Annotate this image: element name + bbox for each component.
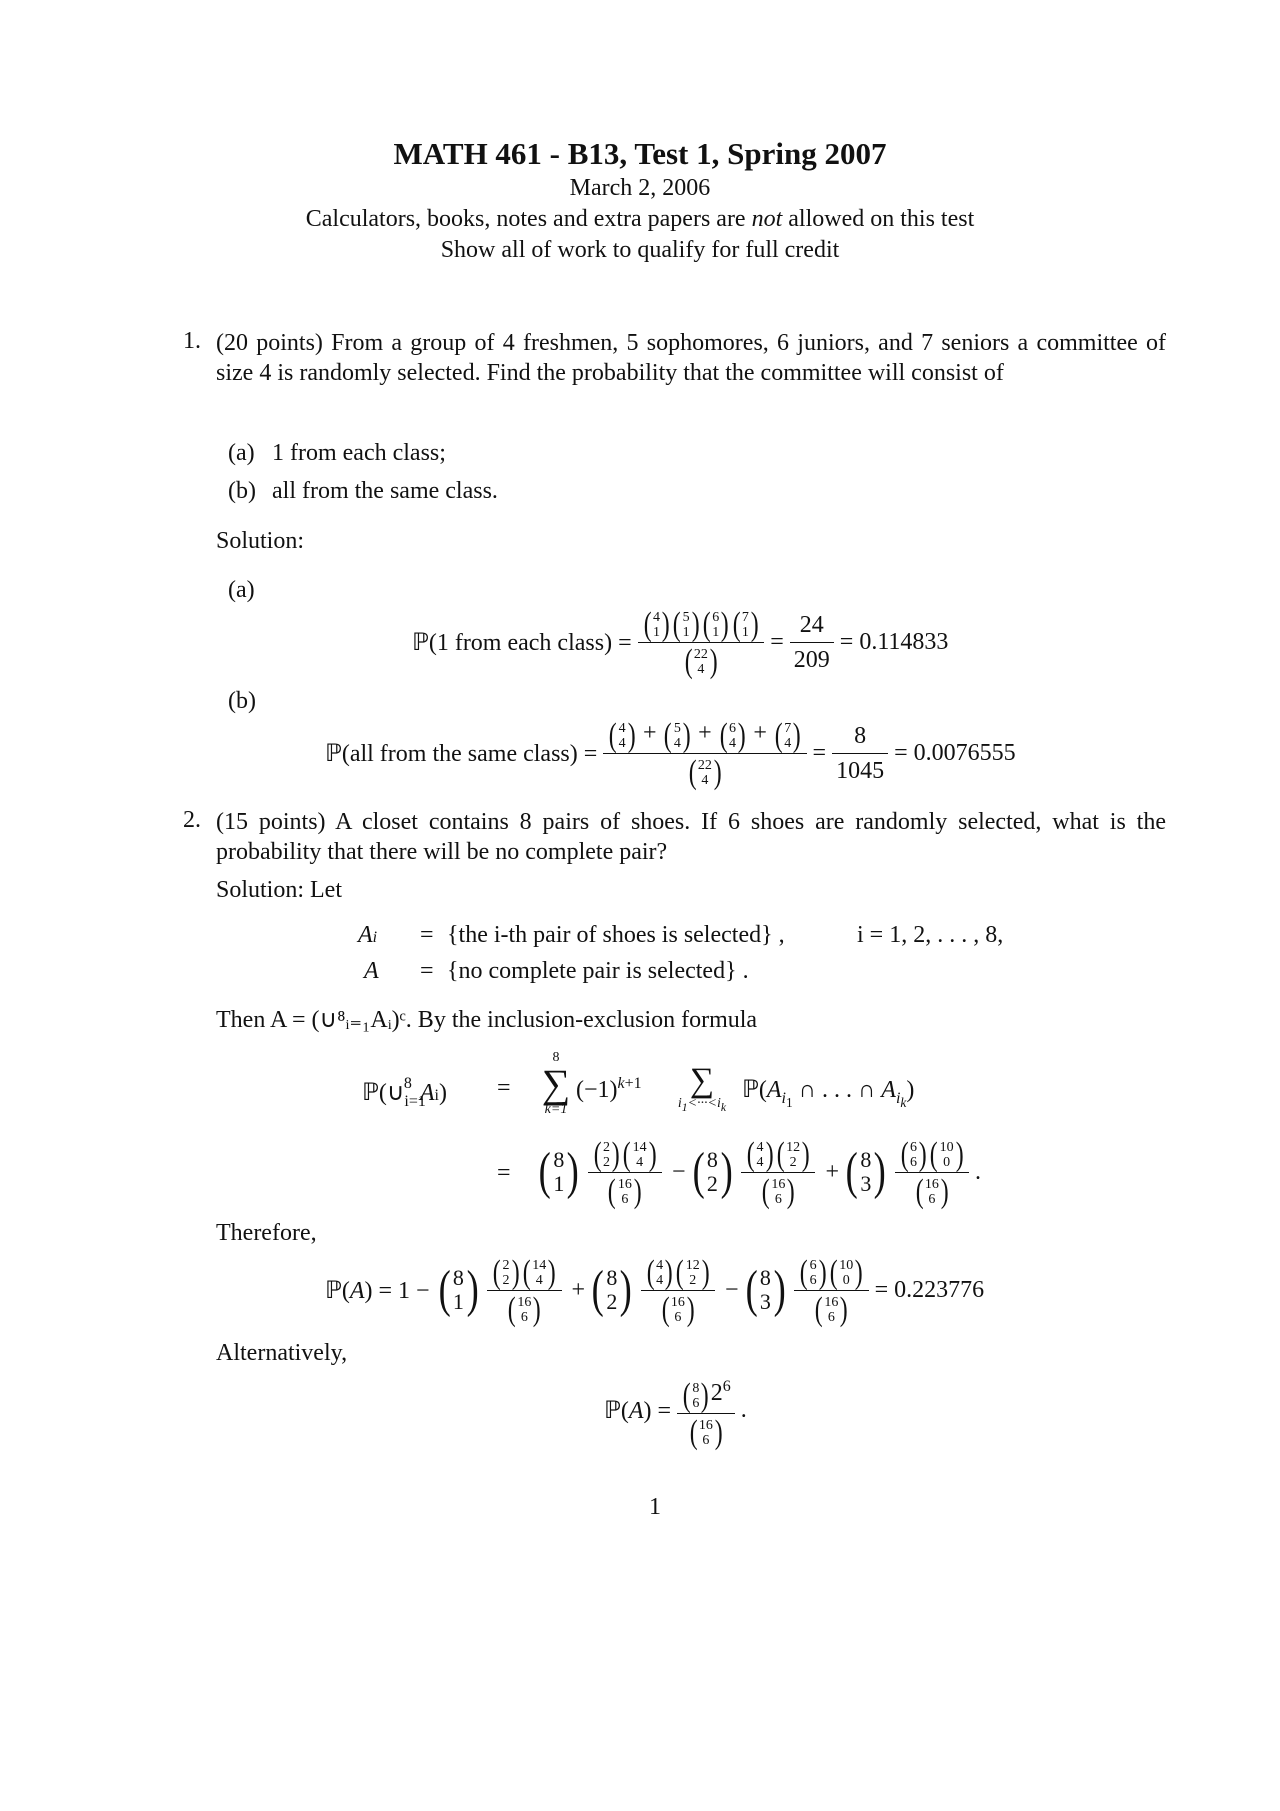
problem-1-part-a-text: 1 from each class; (272, 440, 446, 466)
solution-a-binomial-fraction: ( 4 1)( 5 1)( 6 1)( 7 1) ( 22 4 ) (638, 605, 765, 678)
problem-2-solution-label: Solution: Let (216, 877, 342, 903)
solution-b-equation: ℙ(all from the same class) = ( 4 4) + ( 5 4) + ( 6 4) + ( 7 4) ( 22 4 ) = $\frac{8}{1045}$ = 0.0076555 (325, 716, 1016, 791)
rules-text-pre: Calculators, books, notes and extra papers are (305, 206, 752, 232)
then-statement: Then A = (∪⁸ᵢ₌₁Aᵢ)ᶜ. By the inclusion-exclusion formula (216, 1007, 758, 1033)
definition-1: Ai (358, 922, 378, 948)
definition-1-set: {the i-th pair of shoes is selected} , (447, 922, 785, 948)
alternative-equation: ℙ(A) = ( 8 $6)2^6$ ( 16 6 ) . (604, 1365, 747, 1455)
page-number: 1 (649, 1494, 661, 1520)
problem-1-part-b-label: (b) (228, 478, 256, 504)
solution-b-label: (b) (228, 688, 256, 714)
rules-text-emphasis: not (751, 206, 783, 232)
exam-rules (0, 206, 1280, 233)
solution-a-fraction: $\frac{24}{209}$ (790, 608, 834, 677)
exam-title: MATH 461 - B13, Test 1, Spring 2007 (393, 136, 887, 171)
inclusion-exclusion-equals-2: = (497, 1160, 511, 1186)
therefore-result: = 0.223776 (874, 1276, 985, 1303)
therefore-equation: ℙ(A) = 1 − ( 8 1) ( 2 2)( 14 4 ) ( 16 6 ) + ( 8 2) ( 4 4)( 12 2 ) ( 16 6 ) − ( 8 3) ( 6 6)( 10 0 ) ( 16 6 ) = 0.223776 (325, 1253, 985, 1328)
problem-2-number: 2. (183, 807, 201, 833)
solution-b-result: = 0.0076555 (894, 739, 1016, 766)
alternatively-label: Alternatively, (216, 1340, 348, 1366)
definition-1-range: i = 1, 2, . . . , 8, (857, 922, 1004, 948)
problem-1-part-a-label: (a) (228, 440, 255, 466)
definition-1-equals: = (420, 922, 434, 948)
definition-2-lhs: A (364, 958, 379, 984)
exam-instruction: Show all of work to qualify for full credit (440, 237, 840, 263)
inclusion-exclusion-lhs: $ℙ(\cup_{i=1}^8$ Ai) (362, 1075, 447, 1110)
problem-1-solution-label: Solution: (216, 528, 305, 554)
inclusion-exclusion-expansion: ( 8 1) ( 2 2)( 14 4 ) ( 16 6 ) − ( 8 2) ( 4 4)( 12 2 ) ( 16 6 ) + ( 8 3) ( 6 6)( 10 0 ) ( 16 6 ) . (538, 1135, 981, 1210)
solution-a-label: (a) (228, 577, 255, 603)
solution-a-lhs: ℙ(1 from each class) = (412, 629, 632, 656)
sum-symbol-2: ∑ $i_1<\cdot\cdot\cdot<i_k$ (677, 1062, 727, 1114)
inclusion-exclusion-equals-1: = (497, 1075, 511, 1101)
therefore-label: Therefore, (216, 1220, 317, 1246)
problem-1-text: (20 points) From a group of 4 freshmen, 5 sophomores, 6 juniors, and 7 seniors a committee of size 4 is randomly selected. Find the probability that the committee will consist of (216, 330, 1166, 386)
solution-a-result: = 0.114833 (839, 628, 949, 655)
solution-b-lhs: ℙ(all from the same class) = (325, 740, 598, 767)
problem-1-number: 1. (183, 328, 201, 354)
problem-1-part-b-text: all from the same class. (272, 478, 498, 504)
exam-date: March 2, 2006 (569, 175, 711, 201)
sign-term: $(-1)^{k+1}$ (576, 1075, 642, 1103)
definition-2-set: {no complete pair is selected} . (447, 958, 749, 984)
solution-a-equation: ℙ(1 from each class) = ( 4 1)( 5 1)( 6 1)( 7 1) ( 22 4 ) = $\frac{24}{209}$ = 0.114833 (412, 605, 949, 680)
definition-2-equals: = (420, 958, 434, 984)
solution-b-binomial-fraction: ( 4 4) + ( 5 4) + ( 6 4) + ( 7 4) ( 22 4 ) (603, 716, 806, 789)
solution-b-fraction: $\frac{8}{1045}$ (832, 719, 888, 788)
rules-text-post: allowed on this test (782, 206, 975, 232)
sum-symbol-1: 8 ∑ k=1 (541, 1050, 571, 1117)
problem-2-text: (15 points) A closet contains 8 pairs of shoes. If 6 shoes are randomly selected, what is the probability that there will be no complete pair? (216, 809, 1166, 865)
intersection-probability: $ℙ(A_{i_1}$ ∩ . . . ∩ $A_{i_k}$) (742, 1077, 915, 1110)
